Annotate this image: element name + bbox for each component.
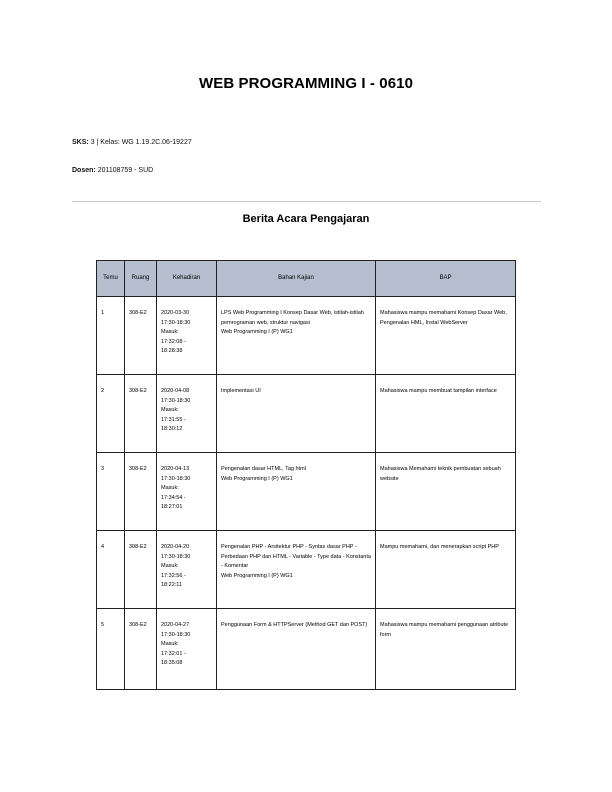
table-row xyxy=(97,375,516,453)
dosen-value: 201108759 - SUD xyxy=(97,167,154,174)
header-ruang: Ruang xyxy=(125,261,157,297)
header-bap: BAP xyxy=(376,261,516,297)
cell-kehadiran-line: 17:32:56 - xyxy=(161,572,186,579)
cell-kehadiran-line: 18:28:38 xyxy=(161,348,183,354)
sks-label: SKS: xyxy=(72,139,89,146)
cell-temu: 3 xyxy=(97,453,125,531)
table-body xyxy=(97,297,516,690)
cell-bahan-kajian-line: Pengenalan dasar HTML, Tag html xyxy=(221,466,306,472)
cell-ruang: 308-E2 xyxy=(125,531,157,609)
cell-bahan-kajian-line: LPS Web Programming I Konsep Dasar Web, istilah-istilah pemrograman web, struktur navigasi xyxy=(221,310,364,326)
cell-kehadiran-line: 17:30-18:30 xyxy=(161,397,191,404)
cell-bahan-kajian xyxy=(217,609,376,690)
cell-bap xyxy=(376,297,516,375)
cell-kehadiran-line: 2020-04-20 xyxy=(161,544,190,550)
cell-temu: 5 xyxy=(97,609,125,690)
cell-ruang: 308-E2 xyxy=(125,375,157,453)
cell-bahan-kajian-line: Implementasi UI xyxy=(221,388,261,394)
cell-bap xyxy=(376,453,516,531)
cell-kehadiran-line: Masuk: xyxy=(161,641,179,647)
cell-bap-line: Mahasiswa mampu memahami penggunaan atribute form xyxy=(380,622,509,638)
cell-temu: 4 xyxy=(97,531,125,609)
cell-bap-line: Mahasiswa Memahami teknik pembuatan sebuah website xyxy=(380,466,501,482)
table-row xyxy=(97,531,516,609)
cell-bahan-kajian-line: Pengenalan PHP - Arsitektur PHP - Syntax dasar PHP - Perbedaan PHP dan HTML - Variable - Type data - Konstanta - Komentar xyxy=(221,544,371,569)
cell-kehadiran xyxy=(157,609,217,690)
section-title: Berita Acara Pengajaran xyxy=(242,213,370,225)
cell-kehadiran-line: 17:30-18:30 xyxy=(161,475,191,482)
dosen-label: Dosen: xyxy=(72,167,96,174)
cell-bahan-kajian-line: Web Programming I (P) WG1 xyxy=(221,475,293,482)
cell-kehadiran-line: 17:32:01 - xyxy=(161,650,186,657)
table-row xyxy=(97,453,516,531)
cell-kehadiran-line: 17:30-18:30 xyxy=(161,631,191,638)
cell-kehadiran-line: 18:27:01 xyxy=(161,504,183,510)
cell-ruang: 308-E2 xyxy=(125,609,157,690)
cell-bahan-kajian-line: Web Programming I (P) WG1 xyxy=(221,329,293,335)
sks-class-info xyxy=(72,138,192,147)
cell-bahan-kajian-line: Penggunaan Form & HTTPServer (Method GET dan POST) xyxy=(221,622,368,628)
cell-kehadiran-line: 18:22:11 xyxy=(161,582,183,588)
cell-kehadiran-line: 18:30:12 xyxy=(161,426,183,432)
cell-kehadiran-line: 17:31:55 - xyxy=(161,416,186,423)
cell-kehadiran-line: 2020-04-13 xyxy=(161,466,190,472)
cell-kehadiran xyxy=(157,375,217,453)
lecturer-info xyxy=(72,166,153,175)
cell-kehadiran xyxy=(157,453,217,531)
cell-bahan-kajian xyxy=(217,531,376,609)
cell-bap-line: Mahasiswa mampu membuat tampilan interface xyxy=(380,388,497,394)
cell-kehadiran xyxy=(157,297,217,375)
cell-kehadiran-line: 18:35:08 xyxy=(161,660,183,666)
cell-kehadiran-line: Masuk: xyxy=(161,329,179,335)
cell-kehadiran-line: 17:34:54 - xyxy=(161,494,186,501)
header-bahan-kajian: Bahan Kajian xyxy=(217,261,376,297)
cell-bahan-kajian-line: Web Programming I (P) WG1 xyxy=(221,572,293,579)
table-row xyxy=(97,297,516,375)
cell-temu: 1 xyxy=(97,297,125,375)
cell-bahan-kajian xyxy=(217,453,376,531)
cell-kehadiran-line: Masuk: xyxy=(161,407,179,413)
table-header-row xyxy=(97,261,516,297)
cell-bap xyxy=(376,609,516,690)
divider xyxy=(72,201,541,202)
cell-kehadiran-line: Masuk: xyxy=(161,485,179,491)
cell-bap xyxy=(376,531,516,609)
cell-bap-line: Mampu memahami, dan menerapkan script PHP xyxy=(380,544,499,550)
cell-bap xyxy=(376,375,516,453)
header-kehadiran: Kehadiran xyxy=(157,261,217,297)
teaching-record-table xyxy=(96,260,516,690)
cell-kehadiran xyxy=(157,531,217,609)
cell-kehadiran-line: 2020-03-30 xyxy=(161,310,190,316)
cell-bahan-kajian xyxy=(217,375,376,453)
cell-kehadiran-line: 17:30-18:30 xyxy=(161,553,191,560)
cell-ruang: 308-E2 xyxy=(125,297,157,375)
table-row xyxy=(97,609,516,690)
header-temu: Temu xyxy=(97,261,125,297)
cell-kehadiran-line: 17:32:08 - xyxy=(161,338,186,345)
cell-kehadiran-line: 2020-04-27 xyxy=(161,622,190,628)
cell-ruang: 308-E2 xyxy=(125,453,157,531)
cell-kehadiran-line: Masuk: xyxy=(161,563,179,569)
cell-kehadiran-line: 17:30-18:30 xyxy=(161,319,191,326)
sks-value: 3 | Kelas: WG 1.19.2C.06-19227 xyxy=(90,139,192,146)
cell-temu: 2 xyxy=(97,375,125,453)
cell-kehadiran-line: 2020-04-08 xyxy=(161,388,190,394)
cell-bahan-kajian xyxy=(217,297,376,375)
document-title: WEB PROGRAMMING I - 0610 xyxy=(198,75,414,92)
cell-bap-line: Mahasiswa mampu memahami Konsep Dasar Web, Pengenalan HML, Instal WebServer xyxy=(380,310,507,326)
